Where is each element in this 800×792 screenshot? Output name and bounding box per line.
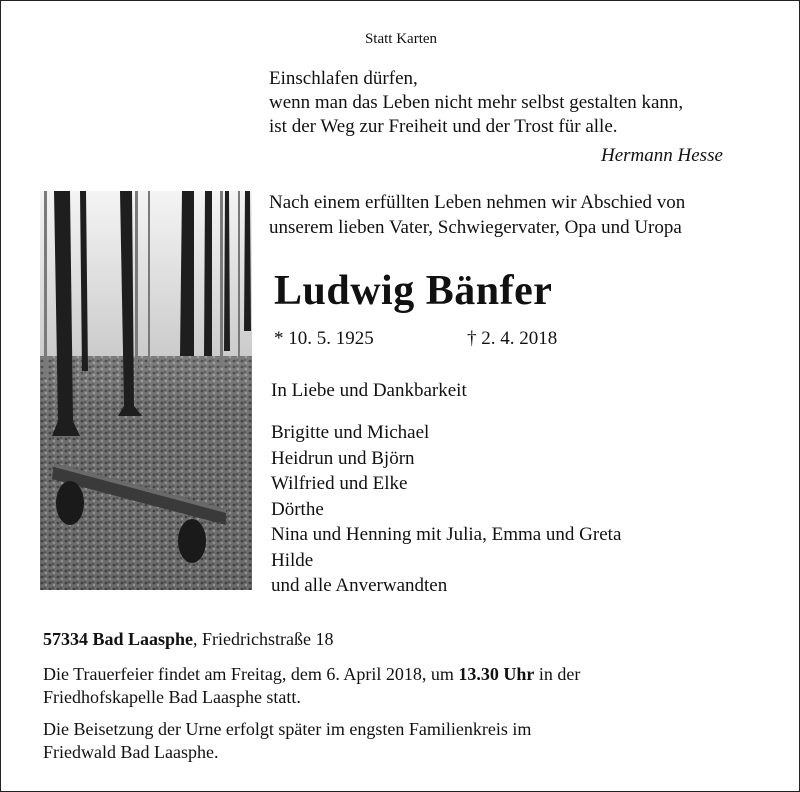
poem-author: Hermann Hesse <box>601 145 723 166</box>
mourner-item: Nina und Henning mit Julia, Emma und Greta <box>271 524 622 545</box>
intro-line: Nach einem erfüllten Leben nehmen wir Abschied von <box>269 192 686 213</box>
poem-line: Einschlafen dürfen, <box>269 68 418 89</box>
intro-text <box>269 190 685 240</box>
burial-info <box>43 718 531 764</box>
funeral-line: Friedhofskapelle Bad Laasphe statt. <box>43 687 301 707</box>
mourner-item: Heidrun und Björn <box>271 447 415 469</box>
mourner-item: Brigitte und Michael <box>271 422 430 443</box>
poem <box>269 67 683 139</box>
burial-line: Die Beisetzung der Urne erfolgt später im engsten Familienkreis im <box>43 719 532 739</box>
birth-date: * 10. 5. 1925 <box>274 328 374 349</box>
poem-line: wenn man das Leben nicht mehr selbst gestalten kann, <box>269 92 684 113</box>
address-street: , Friedrichstraße 18 <box>193 629 334 649</box>
mourner-item: und alle Anverwandten <box>271 575 448 596</box>
address-line <box>43 629 334 650</box>
burial-line: Friedwald Bad Laasphe. <box>43 742 219 762</box>
poem-line: ist der Weg zur Freiheit und der Trost für alle. <box>269 116 618 137</box>
thanks-line: In Liebe und Dankbarkeit <box>271 380 467 401</box>
mourners-list <box>271 420 621 599</box>
forest-bench-photo <box>40 191 252 590</box>
funeral-text: Die Trauerfeier findet am Freitag, dem 6. April 2018, um <box>43 664 459 684</box>
deceased-name: Ludwig Bänfer <box>274 268 553 314</box>
funeral-time: 13.30 Uhr <box>458 664 535 684</box>
header-text: Statt Karten <box>364 31 438 47</box>
intro-line: unserem lieben Vater, Schwiegervater, Opa und Uropa <box>269 217 682 238</box>
death-date: † 2. 4. 2018 <box>467 328 558 349</box>
funeral-info <box>43 663 580 709</box>
mourner-item: Dörthe <box>271 498 324 520</box>
funeral-text-after: in der <box>534 664 581 684</box>
funeral-line <box>43 663 580 686</box>
mourner-item: Hilde <box>271 549 314 571</box>
mourner-item: Wilfried und Elke <box>271 473 408 494</box>
address-city: 57334 Bad Laasphe <box>43 629 194 649</box>
